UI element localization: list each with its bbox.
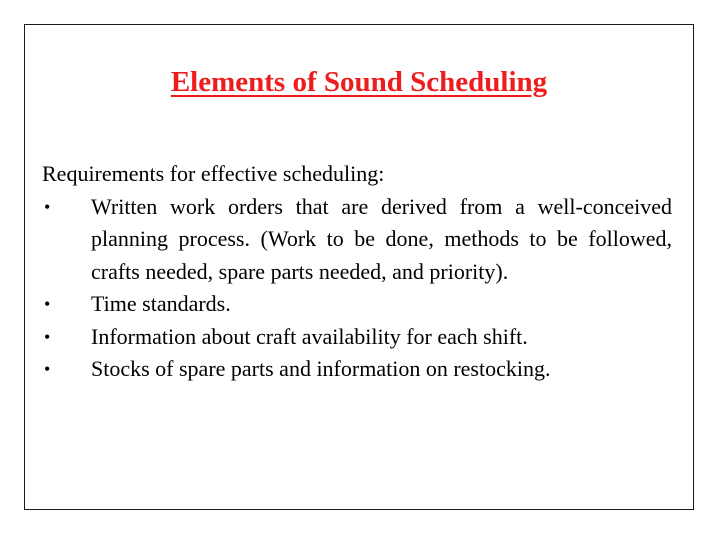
intro-text: Requirements for effective scheduling: <box>42 161 385 186</box>
bullet-text: Time standards. <box>91 291 231 316</box>
bullet-icon: • <box>44 294 51 314</box>
bullet-item <box>42 353 672 386</box>
slide-title-text: Elements of Sound Scheduling <box>170 66 548 98</box>
bullet-list <box>42 191 672 386</box>
bullet-text: Written work orders that are derived from a well-conceived planning process. (Work to be done, methods to be followed, crafts needed, spare parts needed, and priority). <box>91 193 672 284</box>
bullet-icon: • <box>44 196 51 217</box>
bullet-item <box>42 191 672 289</box>
bullet-text: Stocks of spare parts and information on restocking. <box>91 356 551 381</box>
bullet-item <box>42 321 672 354</box>
slide-title <box>25 64 693 100</box>
slide-body <box>42 158 672 386</box>
slide <box>24 24 694 510</box>
bullet-item <box>42 288 672 321</box>
bullet-text: Information about craft availability for each shift. <box>91 323 528 349</box>
bullet-icon: • <box>44 359 51 379</box>
bullet-icon: • <box>44 326 51 347</box>
